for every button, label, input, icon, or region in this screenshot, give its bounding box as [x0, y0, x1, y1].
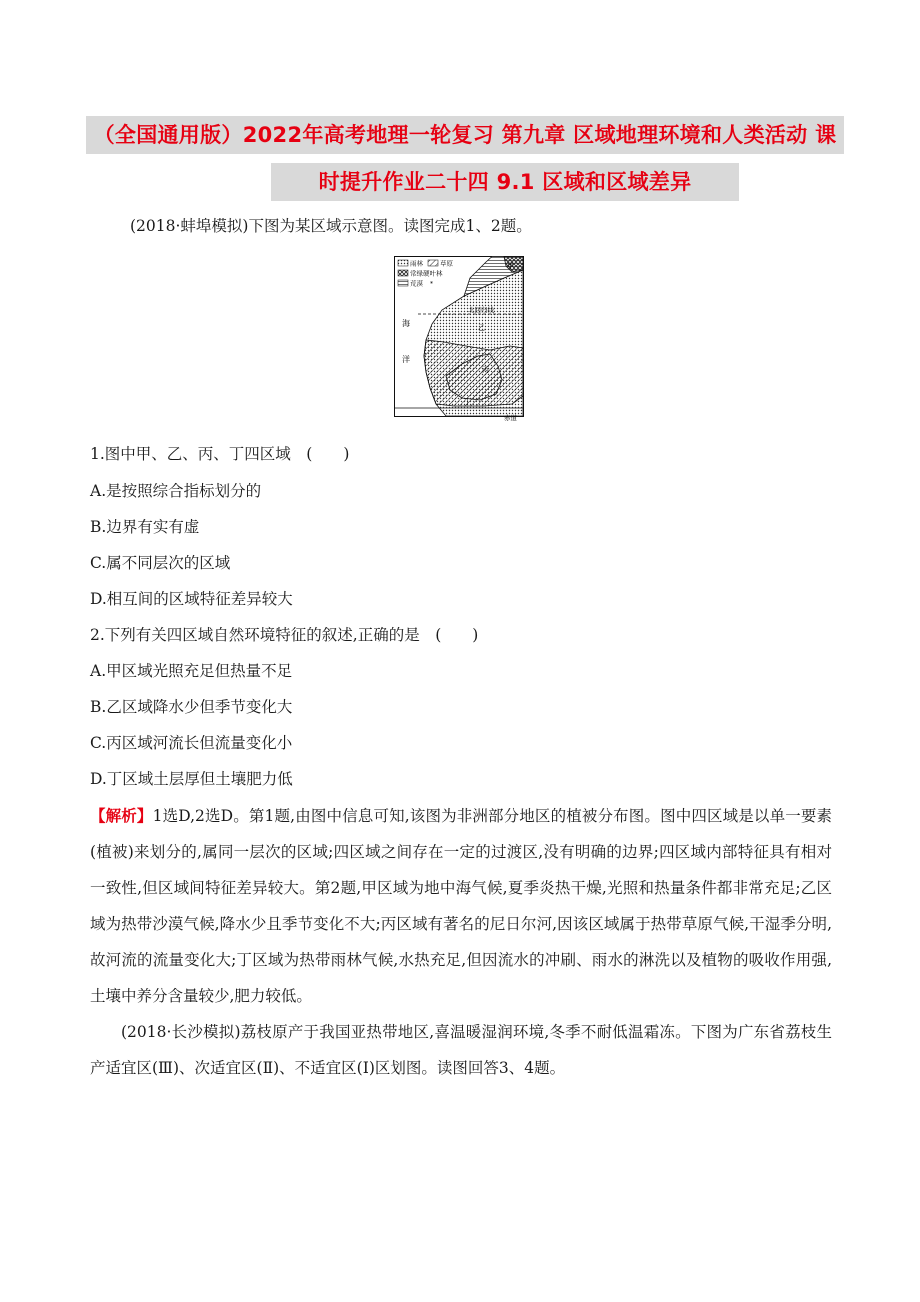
- legend-rainforest: 雨林: [410, 259, 423, 268]
- analysis-paragraph: [90, 798, 832, 1014]
- legend-swatch-rainforest: [398, 260, 408, 266]
- label-yi: 乙: [478, 324, 485, 332]
- analysis-tag: 【解析】: [90, 806, 153, 825]
- label-bing: 丙: [482, 366, 489, 374]
- region-vegetation-map: [394, 256, 524, 422]
- legend-grassland: 草原: [440, 259, 453, 268]
- analysis-text: 1选D,2选D。第1题,由图中信息可知,该图为非洲部分地区的植被分布图。图中四区域是以单一要素(植被)来划分的,属同一层次的区域;四区域之间存在一定的过渡区,没有明确的边界;四区域内部特征具有相对一致性,但区域间特征差异较大。第2题,甲区域为地中海气候,夏季炎热干燥,光照和热量条件都非常充足;乙区域为热带沙漠气候,降水少且季节变化不大;丙区域有著名的尼日尔河,因该区域属于热带草原气候,干湿季分明,故河流的流量变化大;丁区域为热带雨林气候,水热充足,但因流水的冲刷、雨水的淋洗以及植物的吸收作用强,土壤中养分含量较少,肥力较低。: [90, 807, 832, 1005]
- question-2-stem: 2.下列有关四区域自然环境特征的叙述,正确的是 ( ): [90, 626, 479, 644]
- legend-swatch-grassland: [428, 260, 438, 266]
- question-2-option-b: B.乙区域降水少但季节变化大: [90, 698, 293, 716]
- label-tropic: 北回归线: [468, 306, 494, 314]
- question-1-option-a: A.是按照综合指标划分的: [90, 482, 262, 500]
- legend-desert: 荒漠: [410, 279, 423, 288]
- question-1-option-b: B.边界有实有虚: [90, 518, 200, 536]
- question-1-option-d: D.相互间的区域特征差异较大: [90, 590, 293, 608]
- label-ding: 丁: [464, 398, 471, 406]
- legend-sclerophyll: 常绿硬叶林: [410, 269, 443, 278]
- question-2-option-d: D.丁区域土层厚但土壤肥力低: [90, 770, 293, 788]
- intro-question-1-2: (2018·蚌埠模拟)下图为某区域示意图。读图完成1、2题。: [130, 217, 532, 235]
- question-2-option-a: A.甲区域光照充足但热量不足: [90, 662, 293, 680]
- question-1-option-c: C.属不同层次的区域: [90, 554, 231, 572]
- legend-swatch-desert: [398, 280, 408, 286]
- label-jia: 甲: [507, 262, 514, 270]
- question-1-stem: 1.图中甲、乙、丙、丁四区域 ( ): [90, 445, 350, 463]
- question-2-option-c: C.丙区域河流长但流量变化小: [90, 734, 293, 752]
- title-line-2: 时提升作业二十四 9.1 区域和区域差异: [271, 163, 739, 201]
- legend-mark: *: [430, 280, 433, 288]
- title-line-1: （全国通用版）2022年高考地理一轮复习 第九章 区域地理环境和人类活动 课: [86, 116, 844, 154]
- intro-question-3-4: (2018·长沙模拟)荔枝原产于我国亚热带地区,喜温暖湿润环境,冬季不耐低温霜冻。下图为广东省荔枝生产适宜区(Ⅲ)、次适宜区(Ⅱ)、不适宜区(Ⅰ)区划图。读图回答3、4题。: [90, 1023, 832, 1077]
- legend-swatch-sclerophyll: [398, 270, 408, 276]
- label-hai: 海: [402, 319, 410, 328]
- label-yang: 洋: [402, 355, 410, 364]
- label-equator: 赤道: [504, 414, 517, 422]
- document-title: [86, 116, 844, 202]
